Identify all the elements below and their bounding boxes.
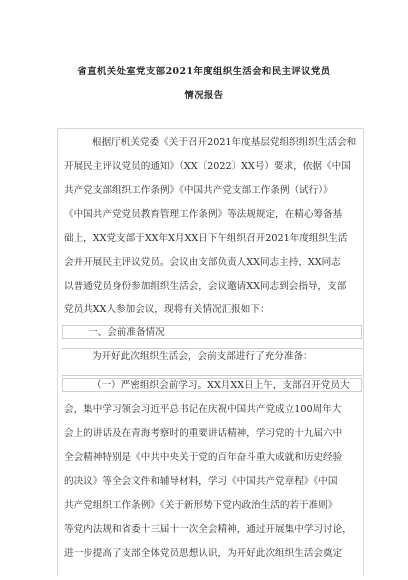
body-line: 会，集中学习领会习近平总书记在庆祝中国共产党成立100周年大 <box>64 404 342 415</box>
body-line: 会上的讲话及在青海考察时的重要讲话精神，学习党的十九届六中 <box>64 428 343 439</box>
body-line: 的决议》等全会文件和辅导材料，学习《中国共产党章程》《中国 <box>64 476 338 487</box>
body-line: 共产党组织工作条例》《关于新形势下党内政治生活的若干准则》 <box>64 500 338 511</box>
section-heading: 一、会前准备情况 <box>88 327 165 338</box>
body-line: 会并开展民主评议党员。会议由支部负责人XX同志主持，XX同志 <box>64 257 341 268</box>
body-line: 进一步提高了支部全体党员思想认识，为开好此次组织生活会奠定 <box>64 548 343 559</box>
body-line: 全会精神特别是《中共中央关于党的百年奋斗重大成就和历史经验 <box>64 452 343 463</box>
document-title-line-1: 省直机关处室党支部2021年度组织生活会和民主评议党员 <box>77 66 331 77</box>
body-line: 根据厅机关党委《关于召开2021年度基层党组织组织生活会和 <box>92 137 357 148</box>
body-line: 开展民主评议党员的通知》（XX〔2022〕XX号）要求，依据《中国 <box>64 161 351 172</box>
body-line: 《中国共产党党员教育管理工作条例》等法规规定，在精心筹备基 <box>64 209 343 220</box>
body-line: 以普通党员身份参加组织生活会，会议邀请XX同志到会指导，支部 <box>64 281 347 292</box>
body-line: 础上，XX党支部于XX年X月XX日下午组织召开2021年度组织生活 <box>64 233 348 244</box>
body-line: 等党内法规和省委十三届十一次全会精神，通过开展集中学习讨论， <box>64 524 352 535</box>
body-line: 党员共XX人参加会议，现将有关情况汇报如下： <box>64 304 270 315</box>
body-line: 共产党支部组织工作条例》《中国共产党支部工作条例（试行）》 <box>64 185 333 196</box>
subsection-heading: （一）严密组织会前学习。XX月XX日上午，支部召开党员大 <box>92 380 350 391</box>
body-line: 为开好此次组织生活会，会前支部进行了充分准备： <box>92 351 313 362</box>
document-title-line-2: 情况报告 <box>184 90 224 101</box>
